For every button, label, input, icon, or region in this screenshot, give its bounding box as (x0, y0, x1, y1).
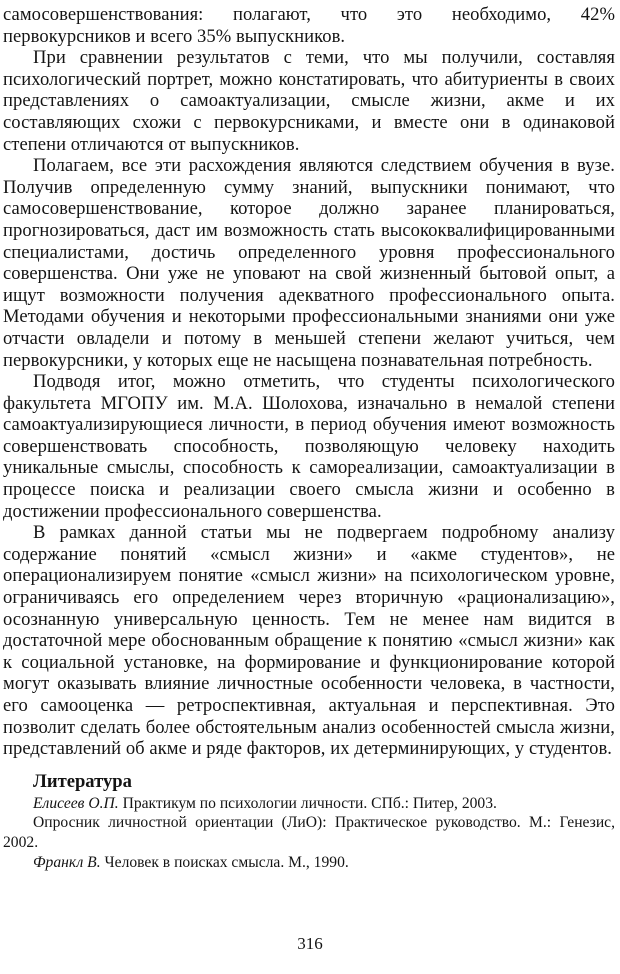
paragraph-continued: самосовершенствования: полагают, что это необходимо, 42% первокурсников и всего 35% выпускников. (3, 4, 615, 47)
paragraph-differences: Полагаем, все эти расхождения являются следствием обучения в вузе. Получив определенную сумму знаний, выпускники понимают, что самосовершенствование, которое должно заранее планироваться, прогнозироваться, даст им возможность стать высококвалифицированными специалистами, достичь определенного уровня профессионального совершенства. Они уже не уповают на свой жизненный бытовой опыт, а ищут возможности получения адекватного профессионального опыта. Методами обучения и некоторыми профессиональными знаниями они уже отчасти овладели и потому в меньшей степени желают учиться, чем первокурсники, у которых еще не насыщена познавательная потребность. (3, 155, 615, 371)
article-body (3, 4, 615, 760)
reference-text: Практикум по психологии личности. СПб.: Питер, 2003. (118, 794, 497, 812)
paragraph-comparison: При сравнении результатов с теми, что мы получили, составляя психологический портрет, можно констатировать, что абитуриенты в своих представлениях о самоактуализации, смысле жизни, акме и их составляющих схожи с первокурсниками, и вместе они в одинаковой степени отличаются от выпускников. (3, 47, 615, 155)
reference-author: Елисеев О.П. (33, 794, 119, 812)
reference-author: Франкл В. (33, 853, 101, 871)
reference-text: Человек в поисках смысла. М., 1990. (100, 853, 349, 871)
reference-text: Опросник личностной ориентации (ЛиО): Практическое руководство. М.: Генезис, 2002. (3, 814, 615, 851)
paragraph-scope: В рамках данной статьи мы не подвергаем подробному анализу содержание понятий «смысл жизни» и «акме студентов», не операционализируем понятие «смысл жизни» на психологическом уровне, ограничиваясь его определением через вторичную «рационализацию», осознанную универсальную ценность. Тем не менее нам видится в достаточной мере обоснованным обращение к понятию «смысл жизни» как к социальной установке, на формирование и функционирование которой могут оказывать влияние личностные особенности человека, в частности, его самооценка — ретроспективная, актуальная и перспективная. Это позволит сделать более обстоятельным анализ особенностей смысла жизни, представлений об акме и ряде факторов, их детерминирующих, у студентов. (3, 522, 615, 760)
reference-item (3, 813, 615, 852)
page-number: 316 (297, 934, 323, 953)
references-heading: Литература (33, 770, 132, 792)
paragraph-summary: Подводя итог, можно отметить, что студенты психологического факультета МГОПУ им. М.А. Шолохова, изначально в немалой степени самоактуализирующиеся личности, в период обучения имеют возможность совершенствовать способность, позволяющую человеку находить уникальные смыслы, способность к самореализации, самоактуализации в процессе поиска и реализации своего смысла жизни и особенно в достижении профессионального совершенства. (3, 371, 615, 522)
references-list (3, 794, 615, 872)
reference-item (3, 794, 615, 814)
reference-item (3, 853, 615, 873)
